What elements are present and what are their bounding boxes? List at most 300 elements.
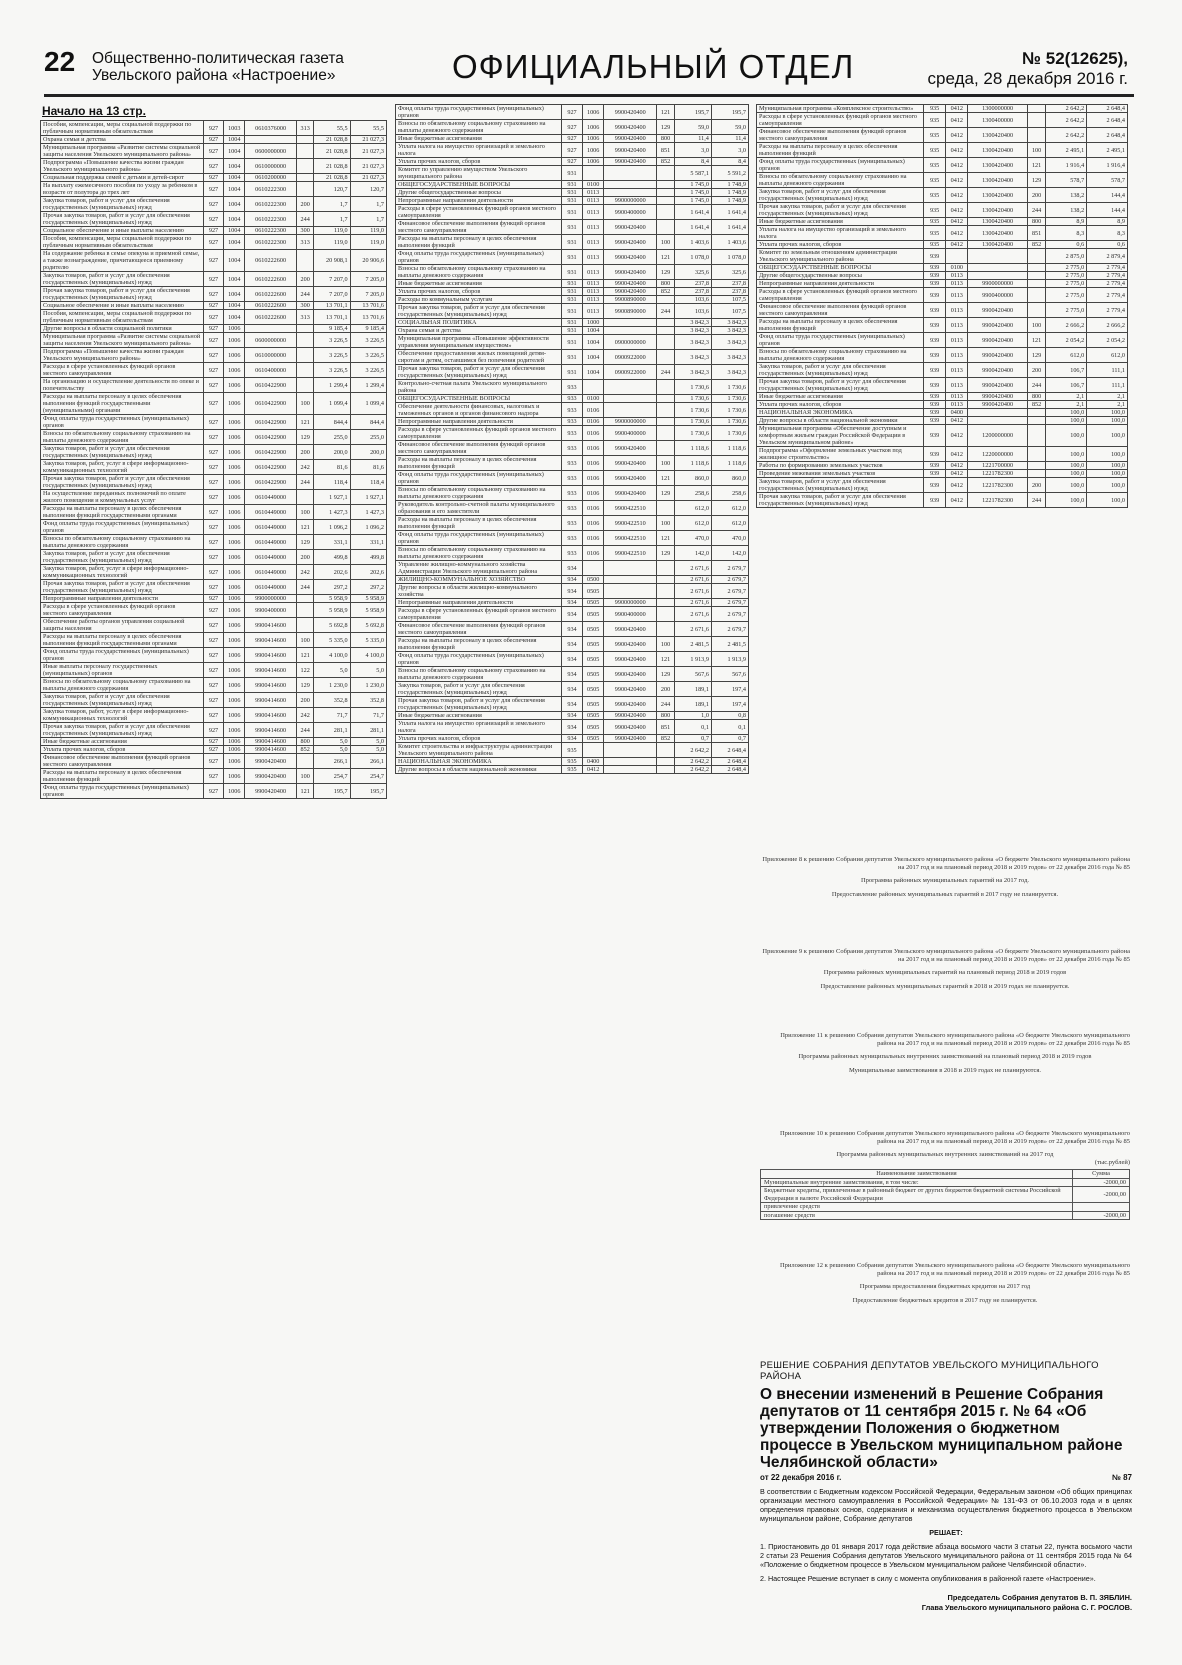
row-sum-2019: 2 779,4 bbox=[1087, 272, 1128, 280]
table-row bbox=[757, 241, 1128, 249]
row-section: 0412 bbox=[946, 417, 968, 425]
row-name: Закупка товаров, работ и услуг для обеспечения государственных (муниципальных) нужд bbox=[41, 272, 204, 287]
row-sum-2019: 578,7 bbox=[1087, 173, 1128, 188]
row-ministry: 939 bbox=[923, 447, 945, 462]
table-row bbox=[757, 173, 1128, 188]
row-name: Финансовое обеспечение выполнения функций органов местного самоуправления bbox=[396, 220, 562, 235]
row-ministry: 927 bbox=[203, 393, 224, 415]
row-target-article: 9900420400 bbox=[604, 120, 657, 135]
table-row bbox=[757, 249, 1128, 264]
appendix-8 bbox=[760, 856, 1130, 898]
row-target-article: 9900000000 bbox=[604, 197, 657, 205]
row-ministry: 931 bbox=[561, 280, 582, 288]
row-section: 1006 bbox=[224, 663, 245, 678]
row-section: 1006 bbox=[224, 535, 245, 550]
row-name: Муниципальная программа «Обеспечение доступным и комфортным жильем граждан Российской Федерации в Увельском муниципальном районе» bbox=[757, 425, 924, 447]
row-ministry: 934 bbox=[561, 622, 582, 637]
table-row bbox=[41, 678, 387, 693]
table-row bbox=[396, 365, 749, 380]
row-section: 0100 bbox=[946, 264, 968, 272]
row-name: Финансовое обеспечение выполнения функций органов местного самоуправления bbox=[396, 441, 562, 456]
borrowing-sum bbox=[1073, 1203, 1130, 1212]
row-expense-type: 100 bbox=[657, 235, 675, 250]
row-target-article: 1300420400 bbox=[968, 188, 1027, 203]
table-row bbox=[396, 327, 749, 335]
table-row bbox=[396, 135, 749, 143]
row-sum-2019: 612,0 bbox=[711, 501, 748, 516]
row-sum-2019: 1 730,6 bbox=[711, 426, 748, 441]
row-sum-2019: 2 054,2 bbox=[1087, 333, 1128, 348]
row-expense-type: 852 bbox=[297, 746, 314, 754]
row-name: Расходы на выплаты персоналу в целях обеспечения выполнения функций bbox=[396, 235, 562, 250]
row-target-article: 9900400000 bbox=[604, 607, 657, 622]
table-row bbox=[41, 565, 387, 580]
table-row bbox=[757, 493, 1128, 508]
row-sum-2018: 5 335,0 bbox=[314, 633, 350, 648]
row-target-article bbox=[604, 584, 657, 599]
row-sum-2019: 325,6 bbox=[711, 265, 748, 280]
row-ministry: 935 bbox=[923, 188, 945, 203]
row-section: 1004 bbox=[224, 174, 245, 182]
row-sum-2018: 1 099,4 bbox=[314, 393, 350, 415]
row-sum-2019: 200,0 bbox=[350, 445, 386, 460]
row-expense-type bbox=[657, 622, 675, 637]
row-sum-2018: 281,1 bbox=[314, 723, 350, 738]
table-row bbox=[757, 203, 1128, 218]
row-sum-2018: 100,0 bbox=[1046, 478, 1087, 493]
row-sum-2019: 107,5 bbox=[711, 296, 748, 304]
table-row bbox=[396, 265, 749, 280]
budget-table-column-2 bbox=[395, 104, 749, 1612]
row-expense-type: 851 bbox=[657, 720, 675, 735]
row-section: 0412 bbox=[583, 766, 604, 774]
table-row bbox=[757, 303, 1128, 318]
row-expense-type: 200 bbox=[297, 197, 314, 212]
row-target-article bbox=[604, 380, 657, 395]
row-section: 1004 bbox=[224, 212, 245, 227]
row-sum-2019: 470,0 bbox=[711, 531, 748, 546]
row-name: Прочая закупка товаров, работ и услуг для обеспечения государственных (муниципальных) нужд bbox=[41, 212, 204, 227]
row-ministry: 931 bbox=[561, 166, 582, 181]
row-sum-2019: 3 226,5 bbox=[350, 333, 386, 348]
row-sum-2019: 100,0 bbox=[1087, 417, 1128, 425]
row-target-article bbox=[604, 766, 657, 774]
row-sum-2018: 1 730,6 bbox=[674, 403, 711, 418]
row-name: Уплата налога на имущество организаций и земельного налога bbox=[757, 226, 924, 241]
row-ministry: 939 bbox=[923, 318, 945, 333]
row-sum-2019: 2 879,4 bbox=[1087, 249, 1128, 264]
row-section: 1003 bbox=[224, 121, 245, 136]
row-target-article: 9900000000 bbox=[604, 599, 657, 607]
row-name: Расходы на выплаты персоналу в целях обеспечения выполнения функций bbox=[396, 516, 562, 531]
row-expense-type: 121 bbox=[657, 652, 675, 667]
row-name: Взносы по обязательному социальному страхованию на выплаты денежного содержания bbox=[396, 667, 562, 682]
row-ministry: 931 bbox=[561, 205, 582, 220]
row-sum-2018: 1 730,6 bbox=[674, 380, 711, 395]
row-ministry: 935 bbox=[923, 203, 945, 218]
row-name: Фонд оплаты труда государственных (муниципальных) органов bbox=[41, 784, 204, 799]
row-section: 0113 bbox=[583, 265, 604, 280]
row-section: 0113 bbox=[946, 363, 968, 378]
table-row bbox=[396, 158, 749, 166]
table-row bbox=[41, 618, 387, 633]
row-target-article: 9900420400 bbox=[604, 288, 657, 296]
row-target-article: 0600000000 bbox=[245, 144, 297, 159]
row-name: Пособия, компенсации, меры социальной поддержки по публичным нормативным обязательствам bbox=[41, 121, 204, 136]
row-target-article: 0610222300 bbox=[245, 227, 297, 235]
row-target-article bbox=[604, 327, 657, 335]
row-sum-2019: 3 842,3 bbox=[711, 350, 748, 365]
table-row bbox=[396, 120, 749, 135]
table-row bbox=[41, 708, 387, 723]
row-ministry: 927 bbox=[203, 603, 224, 618]
row-target-article: 9900420400 bbox=[604, 280, 657, 288]
row-name: Расходы в сфере установленных функций органов местного самоуправления bbox=[396, 607, 562, 622]
table-row bbox=[41, 310, 387, 325]
row-ministry: 934 bbox=[561, 735, 582, 743]
row-target-article: 9900890000 bbox=[604, 304, 657, 319]
row-expense-type bbox=[657, 501, 675, 516]
row-expense-type: 200 bbox=[297, 272, 314, 287]
row-ministry: 927 bbox=[203, 182, 224, 197]
row-ministry: 931 bbox=[561, 181, 582, 189]
table-row bbox=[396, 652, 749, 667]
decision-kicker: РЕШЕНИЕ СОБРАНИЯ ДЕПУТАТОВ УВЕЛЬСКОГО МУНИЦИПАЛЬНОГО РАЙОНА bbox=[760, 1360, 1099, 1382]
row-name: Иные бюджетные ассигнования bbox=[396, 135, 562, 143]
row-target-article: 0900000000 bbox=[604, 335, 657, 350]
table-row bbox=[41, 648, 387, 663]
row-section: 1006 bbox=[224, 393, 245, 415]
row-sum-2019: 2 481,5 bbox=[711, 637, 748, 652]
decision-article bbox=[760, 1360, 1132, 1612]
table-row bbox=[757, 348, 1128, 363]
newspaper-name-line1: Общественно-политическая газета bbox=[92, 50, 344, 67]
row-target-article bbox=[604, 395, 657, 403]
row-sum-2019: 4 100,0 bbox=[350, 648, 386, 663]
row-section: 0106 bbox=[583, 531, 604, 546]
borrowing-sum: -2000,00 bbox=[1073, 1178, 1130, 1187]
row-sum-2019: 1 078,0 bbox=[711, 250, 748, 265]
row-ministry: 934 bbox=[561, 576, 582, 584]
row-ministry: 935 bbox=[923, 226, 945, 241]
row-ministry: 933 bbox=[561, 380, 582, 395]
row-name: Непрограммные направления деятельности bbox=[41, 595, 204, 603]
row-target-article: 9900400000 bbox=[245, 603, 297, 618]
row-name: Расходы в сфере установленных функций органов местного самоуправления bbox=[757, 113, 924, 128]
row-expense-type bbox=[297, 363, 314, 378]
row-target-article: 9900420400 bbox=[604, 720, 657, 735]
row-name: Взносы по обязательному социальному страхованию на выплаты денежного содержания bbox=[396, 265, 562, 280]
row-sum-2019: 2 648,4 bbox=[711, 758, 748, 766]
row-name: Расходы на выплаты персоналу в целях обеспечения выполнения функций bbox=[41, 769, 204, 784]
row-sum-2019: 100,0 bbox=[1087, 409, 1128, 417]
row-sum-2018: 21 028,8 bbox=[314, 174, 350, 182]
row-ministry: 927 bbox=[203, 159, 224, 174]
row-target-article bbox=[604, 561, 657, 576]
row-sum-2019: 254,7 bbox=[350, 769, 386, 784]
row-section: 1006 bbox=[224, 618, 245, 633]
row-section: 0106 bbox=[583, 501, 604, 516]
row-expense-type: 121 bbox=[297, 784, 314, 799]
row-sum-2019: 3 226,5 bbox=[350, 363, 386, 378]
row-sum-2018: 2 875,0 bbox=[1046, 249, 1087, 264]
row-sum-2018: 7 207,0 bbox=[314, 287, 350, 302]
row-ministry: 939 bbox=[923, 393, 945, 401]
row-target-article: 9900420400 bbox=[604, 471, 657, 486]
row-expense-type: 100 bbox=[297, 393, 314, 415]
row-sum-2018: 5 958,9 bbox=[314, 603, 350, 618]
table-row bbox=[41, 550, 387, 565]
row-name: Непрограммные направления деятельности bbox=[396, 197, 562, 205]
row-ministry: 927 bbox=[203, 363, 224, 378]
row-sum-2018: 2 775,0 bbox=[1046, 288, 1087, 303]
row-target-article: 9900414600 bbox=[245, 693, 297, 708]
row-ministry: 939 bbox=[923, 425, 945, 447]
row-ministry: 933 bbox=[561, 403, 582, 418]
row-sum-2019: 71,7 bbox=[350, 708, 386, 723]
row-section: 1006 bbox=[224, 415, 245, 430]
row-target-article: 9900414600 bbox=[245, 648, 297, 663]
row-sum-2019: 0,8 bbox=[711, 712, 748, 720]
row-sum-2018: 100,0 bbox=[1046, 462, 1087, 470]
row-expense-type: 244 bbox=[1027, 203, 1046, 218]
row-section: 0113 bbox=[583, 304, 604, 319]
row-target-article: 0600000000 bbox=[245, 333, 297, 348]
row-target-article: 1300420400 bbox=[968, 173, 1027, 188]
row-target-article: 1200000000 bbox=[968, 425, 1027, 447]
row-section: 0412 bbox=[946, 113, 968, 128]
table-row bbox=[757, 113, 1128, 128]
row-sum-2018: 3 842,3 bbox=[674, 319, 711, 327]
page-number: 22 bbox=[44, 46, 76, 77]
row-sum-2019: 1 099,4 bbox=[350, 393, 386, 415]
row-name: Обеспечение предоставления жилых помещений детям-сиротам и детям, оставшимся без попечения родителей bbox=[396, 350, 562, 365]
row-sum-2018: 612,0 bbox=[1046, 348, 1087, 363]
row-section: 1004 bbox=[224, 197, 245, 212]
table-row bbox=[757, 288, 1128, 303]
table-row bbox=[396, 531, 749, 546]
budget-table-column-3 bbox=[756, 104, 1128, 849]
row-name: Финансовое обеспечение выполнения функций органов местного самоуправления bbox=[41, 754, 204, 769]
row-ministry: 927 bbox=[203, 460, 224, 475]
row-ministry: 927 bbox=[203, 121, 224, 136]
row-expense-type: 200 bbox=[297, 550, 314, 565]
row-expense-type: 244 bbox=[297, 475, 314, 490]
table-row bbox=[396, 584, 749, 599]
row-sum-2018: 2 642,2 bbox=[674, 758, 711, 766]
row-section: 0412 bbox=[946, 241, 968, 249]
row-sum-2018: 612,0 bbox=[674, 516, 711, 531]
row-name: Уплата прочих налогов, сборов bbox=[396, 288, 562, 296]
row-name: Фонд оплаты труда государственных (муниципальных) органов bbox=[41, 415, 204, 430]
row-ministry: 927 bbox=[203, 212, 224, 227]
row-section: 0113 bbox=[946, 303, 968, 318]
row-section: 1006 bbox=[224, 430, 245, 445]
row-section: 0113 bbox=[946, 318, 968, 333]
row-ministry: 934 bbox=[561, 682, 582, 697]
row-sum-2018: 2 775,0 bbox=[1046, 264, 1087, 272]
row-sum-2019: 0,6 bbox=[1087, 241, 1128, 249]
row-ministry: 927 bbox=[203, 565, 224, 580]
row-ministry: 939 bbox=[923, 478, 945, 493]
row-sum-2018: 13 701,1 bbox=[314, 310, 350, 325]
row-ministry: 935 bbox=[923, 218, 945, 226]
signature-chairman: Председатель Собрания депутатов В. П. ЗЯБЛИН. bbox=[947, 1593, 1132, 1602]
table-row bbox=[396, 288, 749, 296]
row-target-article: 0610222600 bbox=[245, 310, 297, 325]
row-section bbox=[583, 380, 604, 395]
row-section: 0113 bbox=[583, 220, 604, 235]
row-name: Управление жилищно-коммунального хозяйства Администрации Увельского муниципального района bbox=[396, 561, 562, 576]
row-sum-2018: 844,4 bbox=[314, 415, 350, 430]
row-sum-2019: 21 027,3 bbox=[350, 144, 386, 159]
row-expense-type bbox=[297, 325, 314, 333]
row-target-article: 9900420400 bbox=[604, 220, 657, 235]
row-name: На содержание ребенка в семье опекуна и приемной семье, а также вознаграждение, причитающееся приемному родителю bbox=[41, 250, 204, 272]
row-target-article: 9900420400 bbox=[604, 652, 657, 667]
row-expense-type bbox=[657, 418, 675, 426]
row-expense-type: 800 bbox=[1027, 218, 1046, 226]
row-section: 1006 bbox=[224, 769, 245, 784]
row-name: На осуществление переданных полномочий по оплате жилого помещения и коммунальных услуг bbox=[41, 490, 204, 505]
row-sum-2019: 499,8 bbox=[350, 550, 386, 565]
row-expense-type bbox=[657, 166, 675, 181]
row-name: Взносы по обязательному социальному страхованию на выплаты денежного содержания bbox=[41, 430, 204, 445]
row-ministry: 927 bbox=[203, 287, 224, 302]
row-name: На организацию и осуществление деятельности по опеке и попечительству bbox=[41, 378, 204, 393]
row-sum-2019: 2,1 bbox=[1087, 393, 1128, 401]
row-section: 0412 bbox=[946, 226, 968, 241]
row-name: Финансовое обеспечение выполнения функций органов местного самоуправления bbox=[396, 622, 562, 637]
row-ministry: 931 bbox=[561, 235, 582, 250]
row-sum-2019: 142,0 bbox=[711, 546, 748, 561]
row-sum-2019: 59,0 bbox=[711, 120, 748, 135]
row-expense-type bbox=[657, 335, 675, 350]
row-ministry: 934 bbox=[561, 607, 582, 622]
table-row bbox=[396, 576, 749, 584]
row-name: Прочая закупка товаров, работ и услуг для обеспечения государственных (муниципальных) нужд bbox=[41, 580, 204, 595]
row-target-article: 9900420400 bbox=[604, 158, 657, 166]
row-expense-type: 121 bbox=[1027, 333, 1046, 348]
row-ministry: 931 bbox=[561, 189, 582, 197]
row-target-article: 1221782300 bbox=[968, 478, 1027, 493]
row-sum-2019: 5 958,9 bbox=[350, 595, 386, 603]
row-target-article: 0610422900 bbox=[245, 445, 297, 460]
row-expense-type: 852 bbox=[1027, 401, 1046, 409]
table-row bbox=[41, 333, 387, 348]
row-sum-2019: 202,6 bbox=[350, 565, 386, 580]
row-expense-type: 244 bbox=[657, 304, 675, 319]
row-sum-2018: 3 226,5 bbox=[314, 348, 350, 363]
row-section: 0412 bbox=[946, 462, 968, 470]
row-expense-type: 242 bbox=[297, 708, 314, 723]
borrowing-table bbox=[760, 1169, 1130, 1220]
row-name: Закупка товаров, работ и услуг для обеспечения государственных (муниципальных) нужд bbox=[41, 445, 204, 460]
row-sum-2019: 1 730,6 bbox=[711, 380, 748, 395]
header-rule bbox=[44, 94, 1134, 97]
row-sum-2018: 2 642,2 bbox=[674, 743, 711, 758]
row-section: 1006 bbox=[224, 693, 245, 708]
row-expense-type: 100 bbox=[297, 633, 314, 648]
row-section: 0113 bbox=[583, 288, 604, 296]
row-name: Закупка товаров, работ и услуг для обеспечения государственных (муниципальных) нужд bbox=[41, 550, 204, 565]
row-sum-2018: 1 730,6 bbox=[674, 418, 711, 426]
budget-table-column-1 bbox=[40, 104, 387, 1612]
row-sum-2019: 1 118,6 bbox=[711, 441, 748, 456]
table-row bbox=[396, 743, 749, 758]
row-name: Фонд оплаты труда государственных (муниципальных) органов bbox=[396, 652, 562, 667]
row-target-article: 9900422510 bbox=[604, 531, 657, 546]
row-ministry: 939 bbox=[923, 272, 945, 280]
row-section: 1006 bbox=[224, 738, 245, 746]
row-sum-2019: 9 185,4 bbox=[350, 325, 386, 333]
row-section: 1006 bbox=[224, 325, 245, 333]
row-sum-2018: 8,9 bbox=[1046, 218, 1087, 226]
row-name: ЖИЛИЩНО-КОММУНАЛЬНОЕ ХОЗЯЙСТВО bbox=[396, 576, 562, 584]
row-sum-2019: 1 748,9 bbox=[711, 181, 748, 189]
row-target-article: 9900422510 bbox=[604, 501, 657, 516]
row-name: Обеспечение работы органов управления социальной защиты населения bbox=[41, 618, 204, 633]
row-ministry: 939 bbox=[923, 409, 945, 417]
row-sum-2018: 119,0 bbox=[314, 227, 350, 235]
row-section: 1004 bbox=[224, 235, 245, 250]
appendix-12-text: Предоставление бюджетных кредитов в 2017 году не планируется. bbox=[852, 1296, 1038, 1304]
row-expense-type bbox=[657, 576, 675, 584]
row-section: 1006 bbox=[224, 784, 245, 799]
row-sum-2018: 2 666,2 bbox=[1046, 318, 1087, 333]
table-row bbox=[41, 121, 387, 136]
table-row bbox=[41, 174, 387, 182]
row-section: 1006 bbox=[224, 520, 245, 535]
table-row bbox=[396, 395, 749, 403]
row-expense-type bbox=[297, 144, 314, 159]
table-row bbox=[41, 144, 387, 159]
row-expense-type bbox=[297, 174, 314, 182]
row-sum-2019: 258,6 bbox=[711, 486, 748, 501]
table-row bbox=[41, 393, 387, 415]
row-sum-2019: 2 648,4 bbox=[1087, 113, 1128, 128]
table-row bbox=[757, 447, 1128, 462]
row-name: Фонд оплаты труда государственных (муниципальных) органов bbox=[757, 333, 924, 348]
row-target-article: 9900420400 bbox=[604, 697, 657, 712]
row-sum-2018: 1 745,0 bbox=[674, 181, 711, 189]
row-name: Взносы по обязательному социальному страхованию на выплаты денежного содержания bbox=[41, 535, 204, 550]
table-row bbox=[41, 302, 387, 310]
row-name: Закупка товаров, работ, услуг в сфере информационно-коммуникационных технологий bbox=[41, 565, 204, 580]
row-target-article: 9900420400 bbox=[604, 637, 657, 652]
row-ministry: 933 bbox=[561, 516, 582, 531]
row-section: 0412 bbox=[946, 143, 968, 158]
row-name: Социальное обеспечение и иные выплаты населению bbox=[41, 227, 204, 235]
table-row bbox=[41, 378, 387, 393]
row-ministry: 931 bbox=[561, 304, 582, 319]
row-ministry: 939 bbox=[923, 264, 945, 272]
row-name: Другие вопросы в области жилищно-коммунального хозяйства bbox=[396, 584, 562, 599]
row-ministry: 927 bbox=[203, 693, 224, 708]
row-sum-2018: 266,1 bbox=[314, 754, 350, 769]
row-expense-type: 121 bbox=[657, 105, 675, 120]
issue-number: № 52(12625), bbox=[1022, 49, 1128, 68]
table-row bbox=[396, 735, 749, 743]
row-sum-2018: 1 299,4 bbox=[314, 378, 350, 393]
row-name: Фонд оплаты труда государственных (муниципальных) органов bbox=[41, 648, 204, 663]
row-expense-type: 852 bbox=[657, 158, 675, 166]
row-target-article: 0610422900 bbox=[245, 415, 297, 430]
row-ministry: 931 bbox=[561, 319, 582, 327]
row-sum-2019: 1,7 bbox=[350, 212, 386, 227]
row-ministry: 927 bbox=[561, 158, 582, 166]
row-sum-2018: 325,6 bbox=[674, 265, 711, 280]
